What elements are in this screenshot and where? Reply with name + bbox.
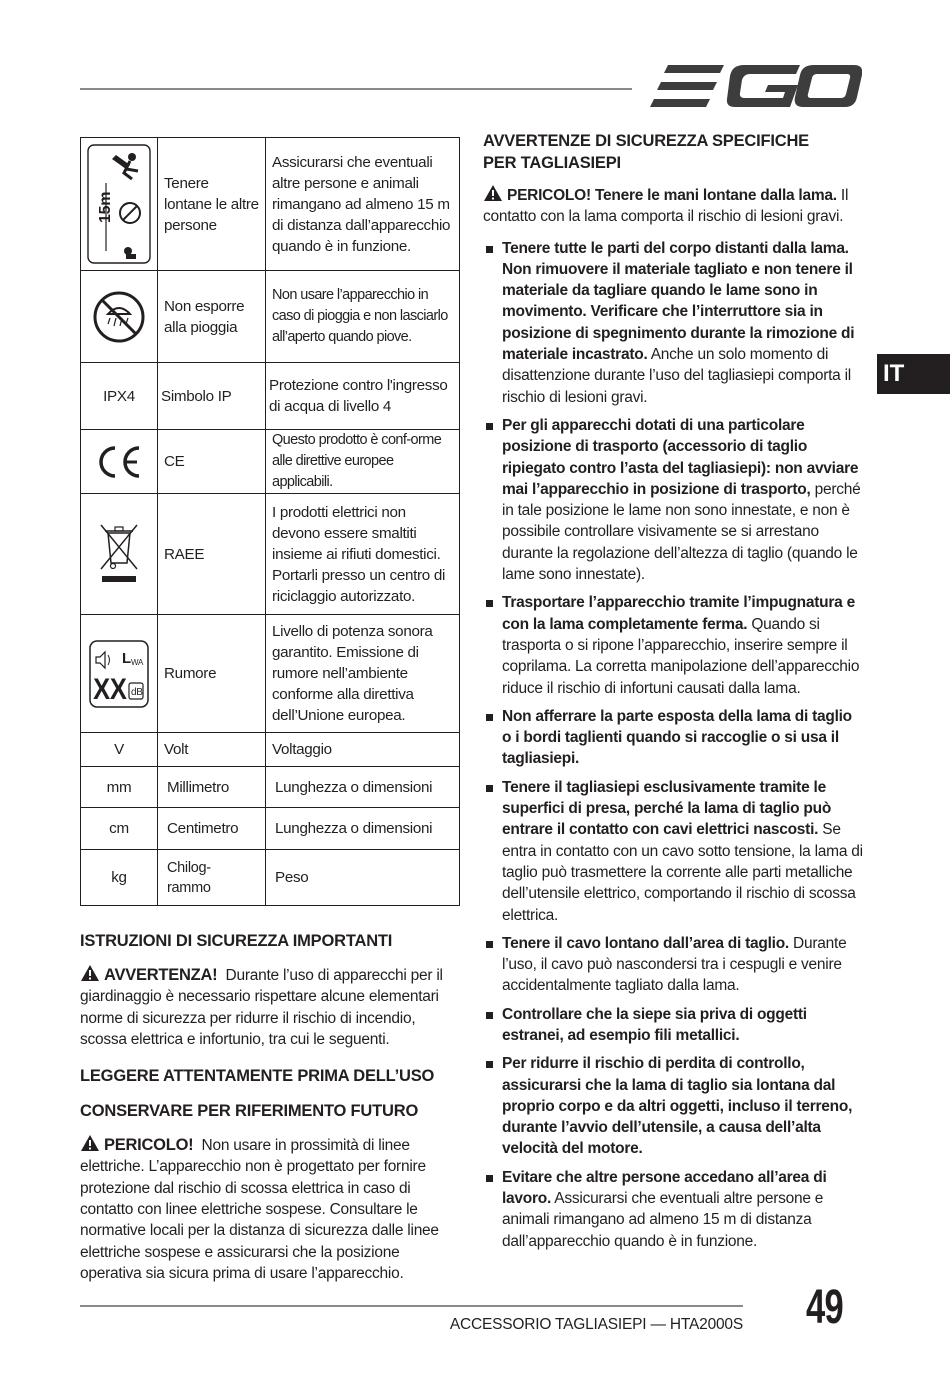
symbol-description: Assicurarsi che eventuali altre persone e animali rimangano ad almeno 15 m di distanza dall’apparecchio quando è in funzione. [266,138,460,271]
list-item [483,777,863,926]
table-row [81,363,460,430]
footer-rule [80,1305,743,1307]
table-row [81,430,460,494]
weee-crossed-bin-icon [98,523,140,585]
svg-text:dB: dB [131,686,143,698]
ce-mark-icon [95,444,143,480]
symbol-description: Protezione contro l'ingresso di acqua di livello 4 [266,363,460,430]
item-bold: Controllare che la siepe sia priva di oggetti estranei, ad esempio fili metallici. [502,1005,807,1044]
table-row [81,138,460,271]
item-bold: Per gli apparecchi dotati di una particolare posizione di trasporto (accessorio di taglio ripiegato contro l’asta del tagliasiepi): non avviare mai l’apparecchio in posizione di trasporto, [502,416,859,498]
table-row [81,733,460,767]
danger-bold-text: Tenere le mani lontane dalla lama. [594,187,837,204]
svg-text:XX: XX [93,671,127,705]
warning-triangle-icon [80,964,100,982]
header-rule [80,88,632,90]
symbol-name: Volt [158,733,266,767]
footer-title: ACCESSORIO TAGLIASIEPI — HTA2000S [449,1316,743,1333]
list-item [483,415,863,585]
svg-text:WA: WA [131,657,143,667]
warning-triangle-icon [80,1134,100,1152]
item-bold: Tenere tutte le parti del corpo distanti dalla lama. Non rimuovere il materiale tagliato e non tenere il materiale da tagliare quando le lame sono in movimento. Verificare che l’interruttore sia in posizione di spegnimento durante la rimozione di materiale incastrato. [502,239,855,364]
item-text: Se entra in contatto con un cavo sotto tensione, la lama di taglio può trasmettere la corrente alle parti metalliche dell’utensile elettrico, comportando il rischio di scossa elettrica. [502,821,863,924]
item-text: Anche un solo momento di disattenzione durante l’uso del tagliasiepi comporta il rischio di lesioni gravi. [502,346,851,406]
symbol-name: Centimetro [158,808,266,850]
table-row [81,808,460,850]
symbol-cell [81,430,158,494]
list-item [483,933,863,997]
item-bold: Tenere il cavo lontano dall’area di taglio. [502,934,789,952]
symbol-text: V [81,733,158,767]
symbol-name: Rumore [158,615,266,733]
item-text: Durante l’uso, il cavo può nascondersi tra i cespugli e venire accidentalmente tagliato dalla lama. [502,934,847,995]
keep-distance-15m-icon [86,143,152,265]
left-column [80,930,456,1284]
symbol-text: cm [81,808,158,850]
symbol-cell [81,615,158,733]
table-row [81,494,460,615]
danger-paragraph [80,1134,456,1284]
symbol-name: RAEE [158,494,266,615]
danger-text: Non usare in prossimità di linee elettriche. L’apparecchio non è progettato per fornire protezione dal rischio di scossa elettrica in caso di contatto con linee elettriche sospese. Consultare le normative locali per la distanza di sicurezza dalle linee elettriche sospese e assicurarsi che la posizione operativa sia sicura prima di usare l’apparecchio. [80,1137,439,1282]
section-heading: CONSERVARE PER RIFERIMENTO FUTURO [80,1102,419,1121]
symbol-description: Livello di potenza sonora garantito. Emissione di rumore nell’ambiente conforme alla direttiva dell’Unione europea. [266,615,460,733]
svg-text:L: L [122,649,131,667]
item-text: perché in tale posizione le lame non sono innestate, e non è possibile controllare visivamente se si arrestano durante la regolazione dell’altezza di taglio (quando le lame sono innestate). [502,480,861,584]
list-item [483,1004,863,1047]
list-item [483,238,863,408]
bullet-square-icon [486,423,493,430]
danger-label: PERICOLO! [507,187,591,204]
symbol-description: Non usare l’apparecchio in caso di pioggia e non lasciarlo all’aperto quando piove. [266,271,460,363]
bullet-square-icon [486,600,493,607]
danger-label: PERICOLO! [104,1136,194,1155]
item-text: Quando si trasporta o si ripone l’apparecchio, inserire sempre il coprilama. La corretta manipolazione dell’apparecchio riduce il rischio di infortuni causati dalla lama. [502,615,860,697]
list-item [483,592,863,698]
warning-text: Durante l’uso di apparecchi per il giardinaggio è necessario rispettare alcune elementari norme di sicurezza per ridurre il rischio di incendio, scossa elettrica e infortunio, tra cui le seguenti. [80,967,443,1048]
symbol-cell [81,271,158,363]
bullet-square-icon [486,785,493,792]
symbol-name: CE [158,430,266,494]
symbol-cell [81,138,158,271]
warning-paragraph [80,964,456,1050]
symbol-description: I prodotti elettrici non devono essere smaltiti insieme ai rifiuti domestici. Portarli presso un centro di riciclaggio autorizzato. [266,494,460,615]
symbol-description: Lunghezza o dimensioni [266,808,460,850]
item-bold: Evitare che altre persone accedano all’area di lavoro. [502,1168,827,1208]
bullet-square-icon [486,1061,493,1068]
section-heading: LEGGERE ATTENTAMENTE PRIMA DELL’USO [80,1067,435,1086]
symbol-cell [81,494,158,615]
item-text: Assicurarsi che eventuali altre persone e animali rimangano ad almeno 15 m di distanza dall’apparecchio quando è in funzione. [502,1190,824,1250]
symbol-description: Voltaggio [266,733,460,767]
symbol-text: mm [81,767,158,808]
item-bold: Per ridurre il rischio di perdita di controllo, assicurarsi che la lama di taglio sia lontana dal proprio corpo e da altri oggetti, incluso il terreno, durante l’avvio dell’utensile, a causa dell’alta velocità del motore. [502,1055,853,1158]
sound-power-level-icon [88,639,150,709]
no-rain-icon [92,290,146,344]
symbol-name: Non esporre alla pioggia [158,271,266,363]
table-row [81,271,460,363]
bullet-square-icon [486,1012,493,1019]
table-row [81,767,460,808]
language-tab: IT [877,354,950,394]
danger-paragraph [483,184,863,228]
symbol-description: Lunghezza o dimensioni [266,767,460,808]
item-bold: Tenere il tagliasiepi esclusivamente tramite le superfici di presa, perché la lama di taglio può entrare il contatto con cavi elettrici nascosti. [502,778,832,839]
item-bold: Trasportare l’apparecchio tramite l’impugnatura e con la lama completamente ferma. [502,594,855,633]
section-heading: ISTRUZIONI DI SICUREZZA IMPORTANTI [80,932,393,950]
symbol-description: Peso [266,850,460,906]
page-number: 49 [806,1281,844,1334]
safety-list [483,238,863,1252]
symbols-table [80,137,460,906]
symbol-name: Millimetro [158,767,266,808]
symbol-name: Chilog-rammo [158,850,266,906]
item-bold: Non afferrare la parte esposta della lama di taglio o i bordi taglienti quando si raccoglie o si usa il tagliasiepi. [502,707,852,768]
warning-triangle-icon [483,184,503,202]
symbol-name: Simbolo IP [158,363,266,430]
warning-label: AVVERTENZA! [104,966,218,984]
list-item [483,1167,863,1252]
bullet-square-icon [486,1175,493,1182]
list-item [483,706,863,770]
symbol-text: IPX4 [81,363,158,430]
symbol-text: kg [81,850,158,906]
bullet-square-icon [486,941,493,948]
right-column [483,130,863,1259]
bullet-square-icon [486,246,493,253]
list-item [483,1053,863,1159]
table-row [81,615,460,733]
bullet-square-icon [486,714,493,721]
distance-label: 15m [97,191,114,223]
symbol-name: Tenere lontane le altre persone [158,138,266,271]
symbol-description: Questo prodotto è conf-orme alle direttive europee applicabili. [266,430,460,494]
ego-logo [650,62,862,114]
section-heading: AVVERTENZE DI SICUREZZA SPECIFICHE PER TAGLIASIEPI [483,132,809,172]
danger-text: Il contatto con la lama comporta il rischio di lesioni gravi. [483,187,849,226]
table-row [81,850,460,906]
